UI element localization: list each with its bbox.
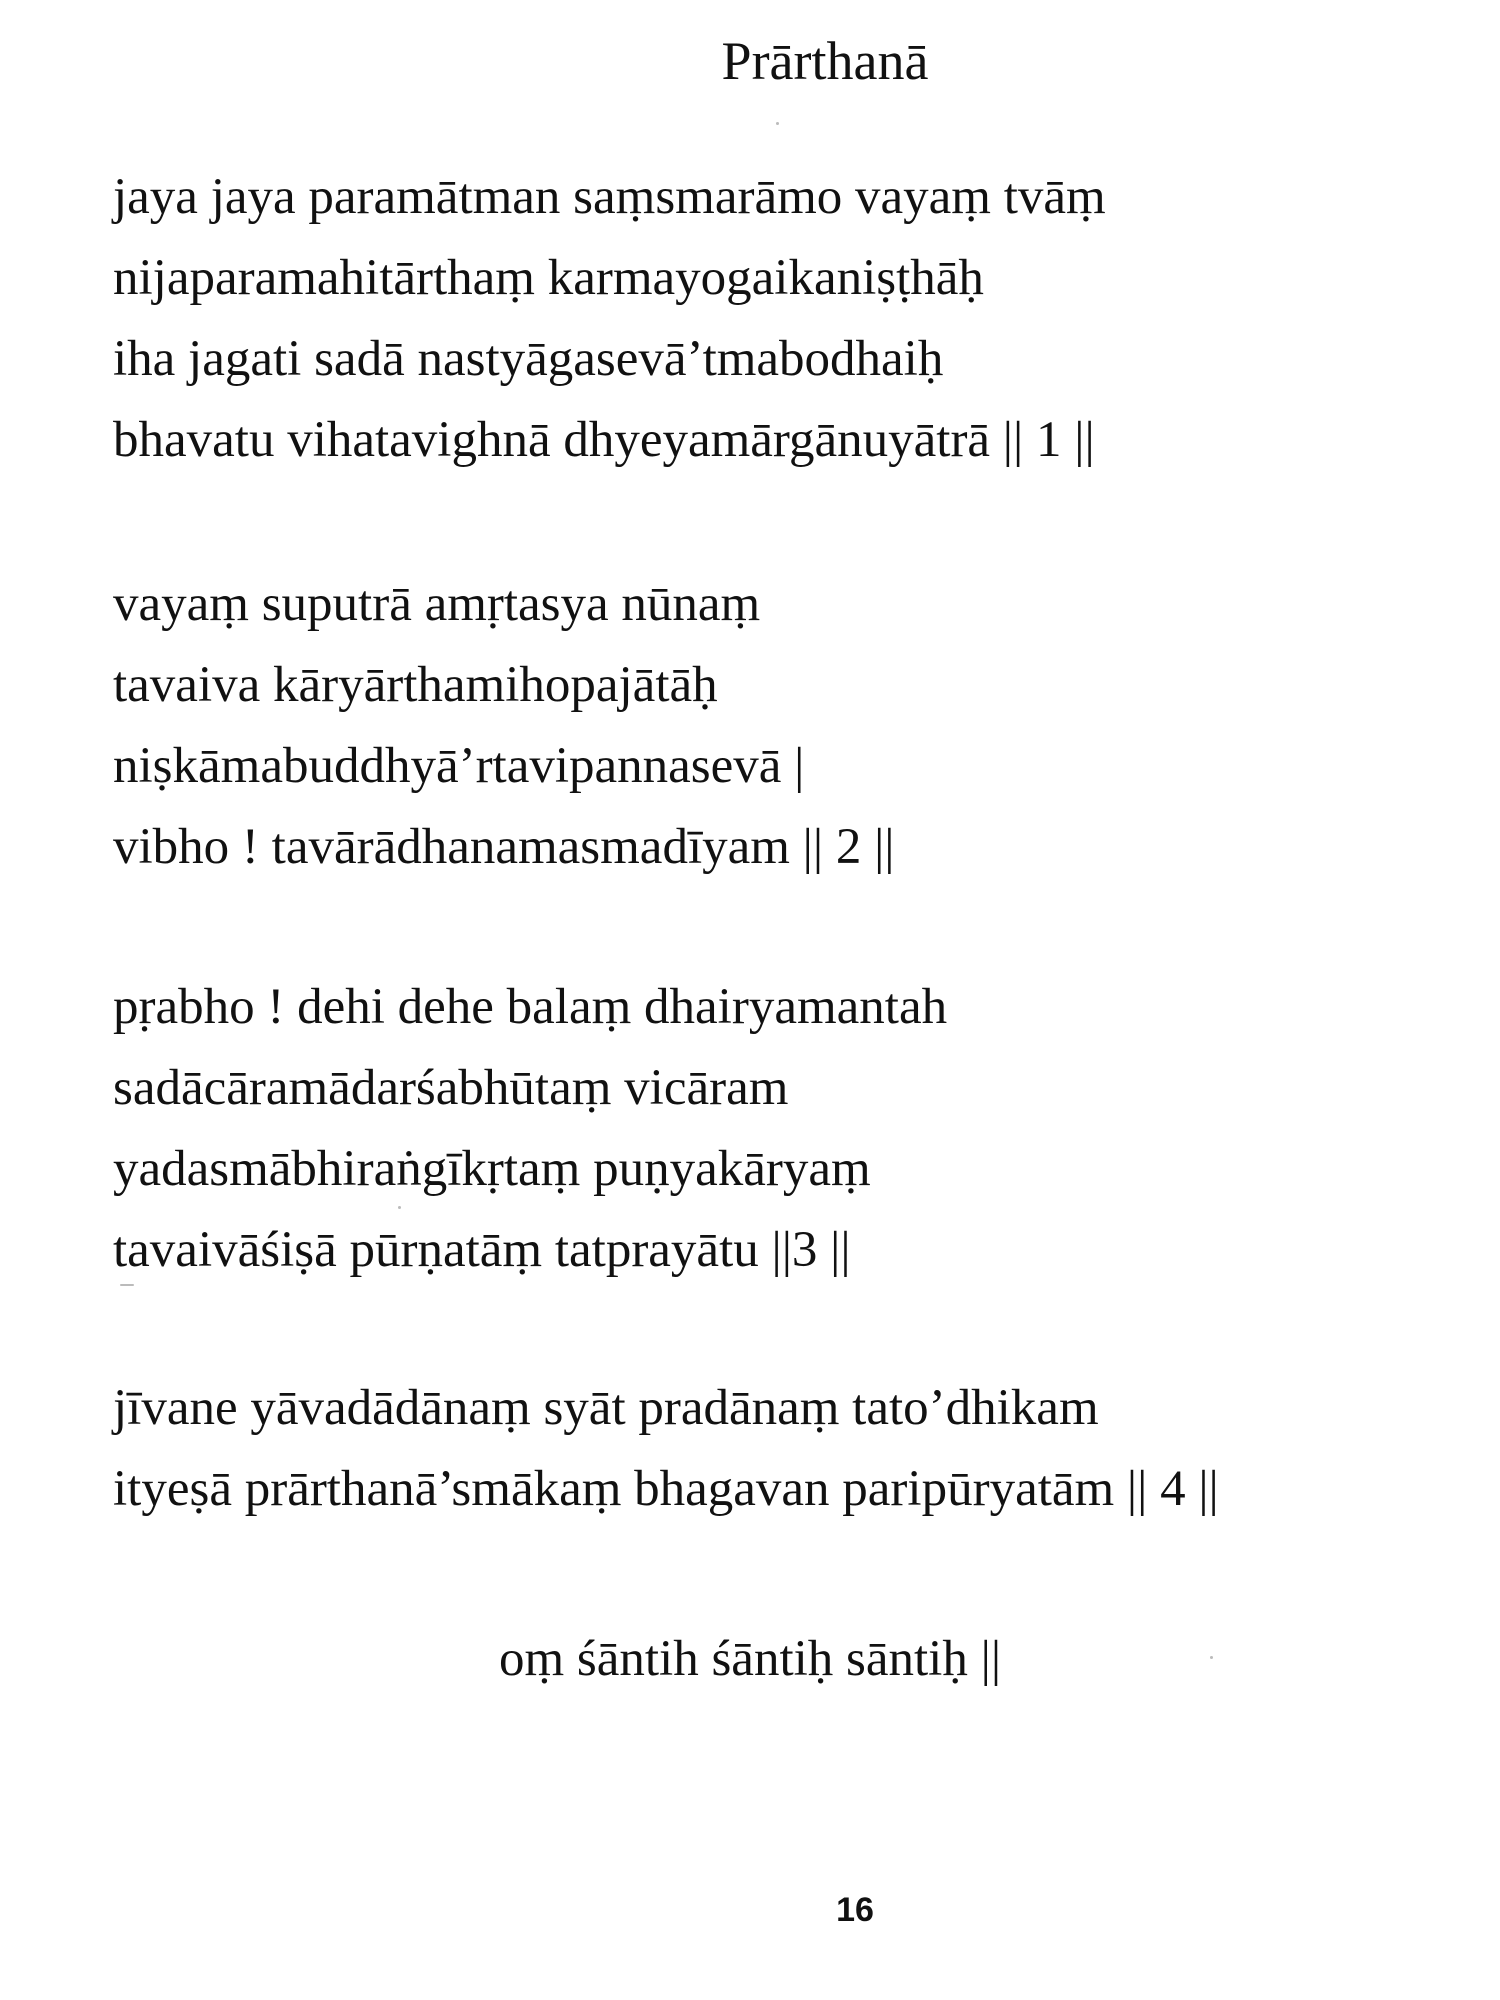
stanza-line: iha jagati sadā nastyāgasevā’tmabodhaiḥ: [113, 331, 944, 387]
scan-speck: [1210, 1656, 1213, 1659]
stanza-line: jīvane yāvadādānaṃ syāt pradānaṃ tato’dhikam: [113, 1380, 1099, 1436]
stanza-2: [113, 564, 895, 888]
scan-speck: [776, 122, 779, 125]
stanza-line: yadasmābhiraṅgīkṛtaṃ puṇyakāryaṃ: [113, 1141, 871, 1197]
stanza-1: [113, 157, 1106, 481]
stanza-line: tavaiva kāryārthamihopajātāḥ: [113, 657, 718, 713]
stanza-line: ityeṣā prārthanā’smākaṃ bhagavan paripūryatām || 4 ||: [113, 1461, 1219, 1517]
stanza-line: sadācāramādarśabhūtaṃ vicāram: [113, 1060, 789, 1116]
stanza-line: nijaparamahitārthaṃ karmayogaikaniṣṭhāḥ: [113, 250, 984, 306]
stanza-line: niṣkāmabuddhyā’rtavipannasevā |: [113, 738, 805, 794]
stanza-line: vayaṃ suputrā amṛtasya nūnaṃ: [113, 576, 761, 632]
stanza-3: [113, 967, 947, 1291]
stanza-line: tavaivāśiṣā pūrṇatāṃ tatprayātu ||3 ||: [113, 1222, 851, 1278]
stanza-line: pṛabho ! dehi dehe balaṃ dhairyamantah: [113, 979, 948, 1035]
closing-invocation: oṃ śāntih śāntiḥ sāntiḥ ||: [498, 1631, 1002, 1687]
page-number: 16: [836, 1891, 874, 1929]
page-title: Prārthanā: [721, 31, 929, 91]
stanza-line: jaya jaya paramātman saṃsmarāmo vayaṃ tvāṃ: [113, 169, 1106, 225]
stanza-line: vibho ! tavārādhanamasmadīyam || 2 ||: [113, 819, 895, 875]
stanza-line: bhavatu vihatavighnā dhyeyamārgānuyātrā || 1 ||: [113, 412, 1095, 468]
scan-speck: [120, 1284, 134, 1286]
stanza-4: [113, 1368, 1219, 1530]
scan-speck: [398, 1206, 401, 1209]
